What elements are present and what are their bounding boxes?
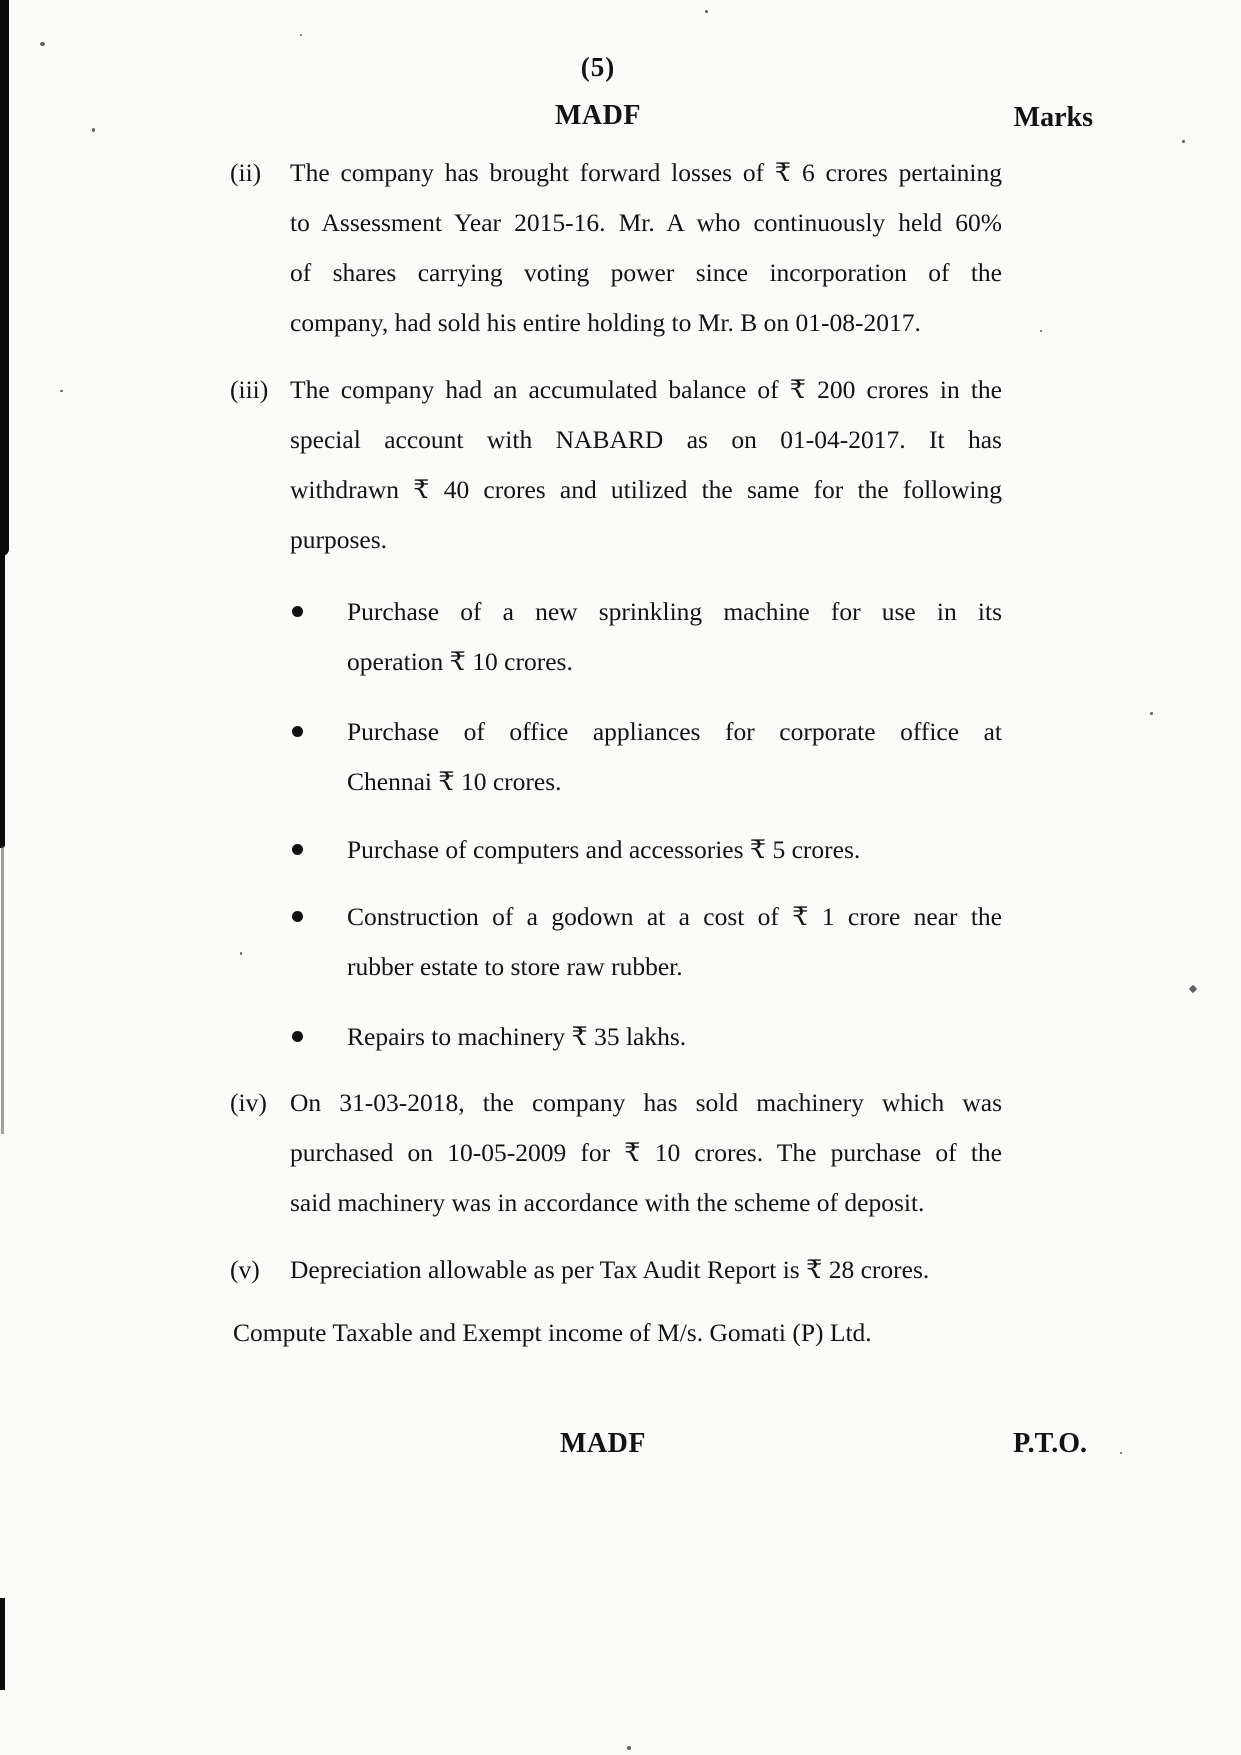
question-item (230, 1308, 1010, 1358)
text-line: special account with NABARD as on 01-04-2017. It has (290, 425, 1002, 454)
scan-speck (1182, 140, 1185, 143)
footer-paper-code: MADF (560, 1428, 646, 1459)
marks-label: Marks (1013, 102, 1093, 133)
text-line: withdrawn ₹ 40 crores and utilized the same for the following (290, 475, 1002, 504)
question-item (230, 148, 1010, 348)
text-line: The company had an accumulated balance of ₹ 200 crores in the (290, 375, 1002, 404)
question-item (230, 1245, 1010, 1295)
header-paper-code: MADF (555, 100, 641, 131)
item-text (347, 892, 1002, 992)
bullet-icon (292, 911, 303, 922)
item-text (347, 587, 1002, 687)
text-line: to Assessment Year 2015-16. Mr. A who continuously held 60% (290, 208, 1002, 237)
scan-speck (627, 1746, 631, 1750)
pto-label: P.T.O. (1013, 1428, 1087, 1459)
page-number: (5) (580, 52, 616, 82)
item-text (347, 825, 1002, 875)
bullet-item (230, 892, 1010, 992)
bullet-item (230, 1012, 1010, 1062)
scan-left-edge-bar (0, 0, 9, 556)
item-text (233, 1308, 995, 1358)
item-text (290, 1078, 1002, 1228)
item-text (347, 1012, 1002, 1062)
item-label: (iii) (230, 375, 269, 404)
item-text (290, 365, 1002, 565)
bullet-icon (292, 606, 303, 617)
scan-speck (1150, 712, 1153, 715)
text-line: said machinery was in accordance with the scheme of deposit. (290, 1188, 925, 1217)
text-line: Purchase of office appliances for corporate office at (347, 717, 1002, 746)
scan-speck (1040, 330, 1042, 332)
text-line: Purchase of computers and accessories ₹ 5 crores. (347, 835, 861, 864)
item-label: (iv) (230, 1088, 267, 1117)
item-label: (ii) (230, 158, 262, 187)
bullet-item (230, 587, 1010, 687)
scan-speck (300, 34, 302, 36)
bullet-item (230, 825, 1010, 875)
text-line: company, had sold his entire holding to Mr. B on 01-08-2017. (290, 308, 921, 337)
question-item (230, 365, 1010, 565)
text-line: Chennai ₹ 10 crores. (347, 767, 562, 796)
text-line: purposes. (290, 525, 388, 554)
bullet-item (230, 707, 1010, 807)
scan-left-edge-bar (1, 846, 4, 1134)
text-line: Purchase of a new sprinkling machine for use in its (347, 597, 1002, 626)
item-text (347, 707, 1002, 807)
bullet-icon (292, 726, 303, 737)
text-line: Depreciation allowable as per Tax Audit Report is ₹ 28 crores. (290, 1255, 930, 1284)
text-line: Compute Taxable and Exempt income of M/s. Gomati (P) Ltd. (233, 1318, 872, 1347)
bullet-icon (292, 1031, 303, 1042)
text-line: Construction of a godown at a cost of ₹ 1 crore near the (347, 902, 1002, 931)
scan-speck (1189, 985, 1197, 993)
item-label: (v) (230, 1255, 260, 1284)
text-line: On 31-03-2018, the company has sold machinery which was (290, 1088, 1002, 1117)
text-line: Repairs to machinery ₹ 35 lakhs. (347, 1022, 687, 1051)
page-footer (0, 1428, 1241, 1468)
item-text (290, 1245, 1002, 1295)
scan-speck (60, 390, 63, 392)
text-line: operation ₹ 10 crores. (347, 647, 573, 676)
text-line: rubber estate to store raw rubber. (347, 952, 683, 981)
text-line: purchased on 10-05-2009 for ₹ 10 crores. The purchase of the (290, 1138, 1002, 1167)
scan-speck (705, 10, 708, 13)
text-line: of shares carrying voting power since incorporation of the (290, 258, 1002, 287)
text-line: The company has brought forward losses of ₹ 6 crores pertaining (290, 158, 1002, 187)
scan-left-edge-bar (0, 1598, 5, 1690)
item-text (290, 148, 1002, 348)
scan-speck (40, 42, 45, 46)
scan-left-edge-bar (0, 550, 5, 848)
question-item (230, 1078, 1010, 1228)
bullet-icon (292, 844, 303, 855)
